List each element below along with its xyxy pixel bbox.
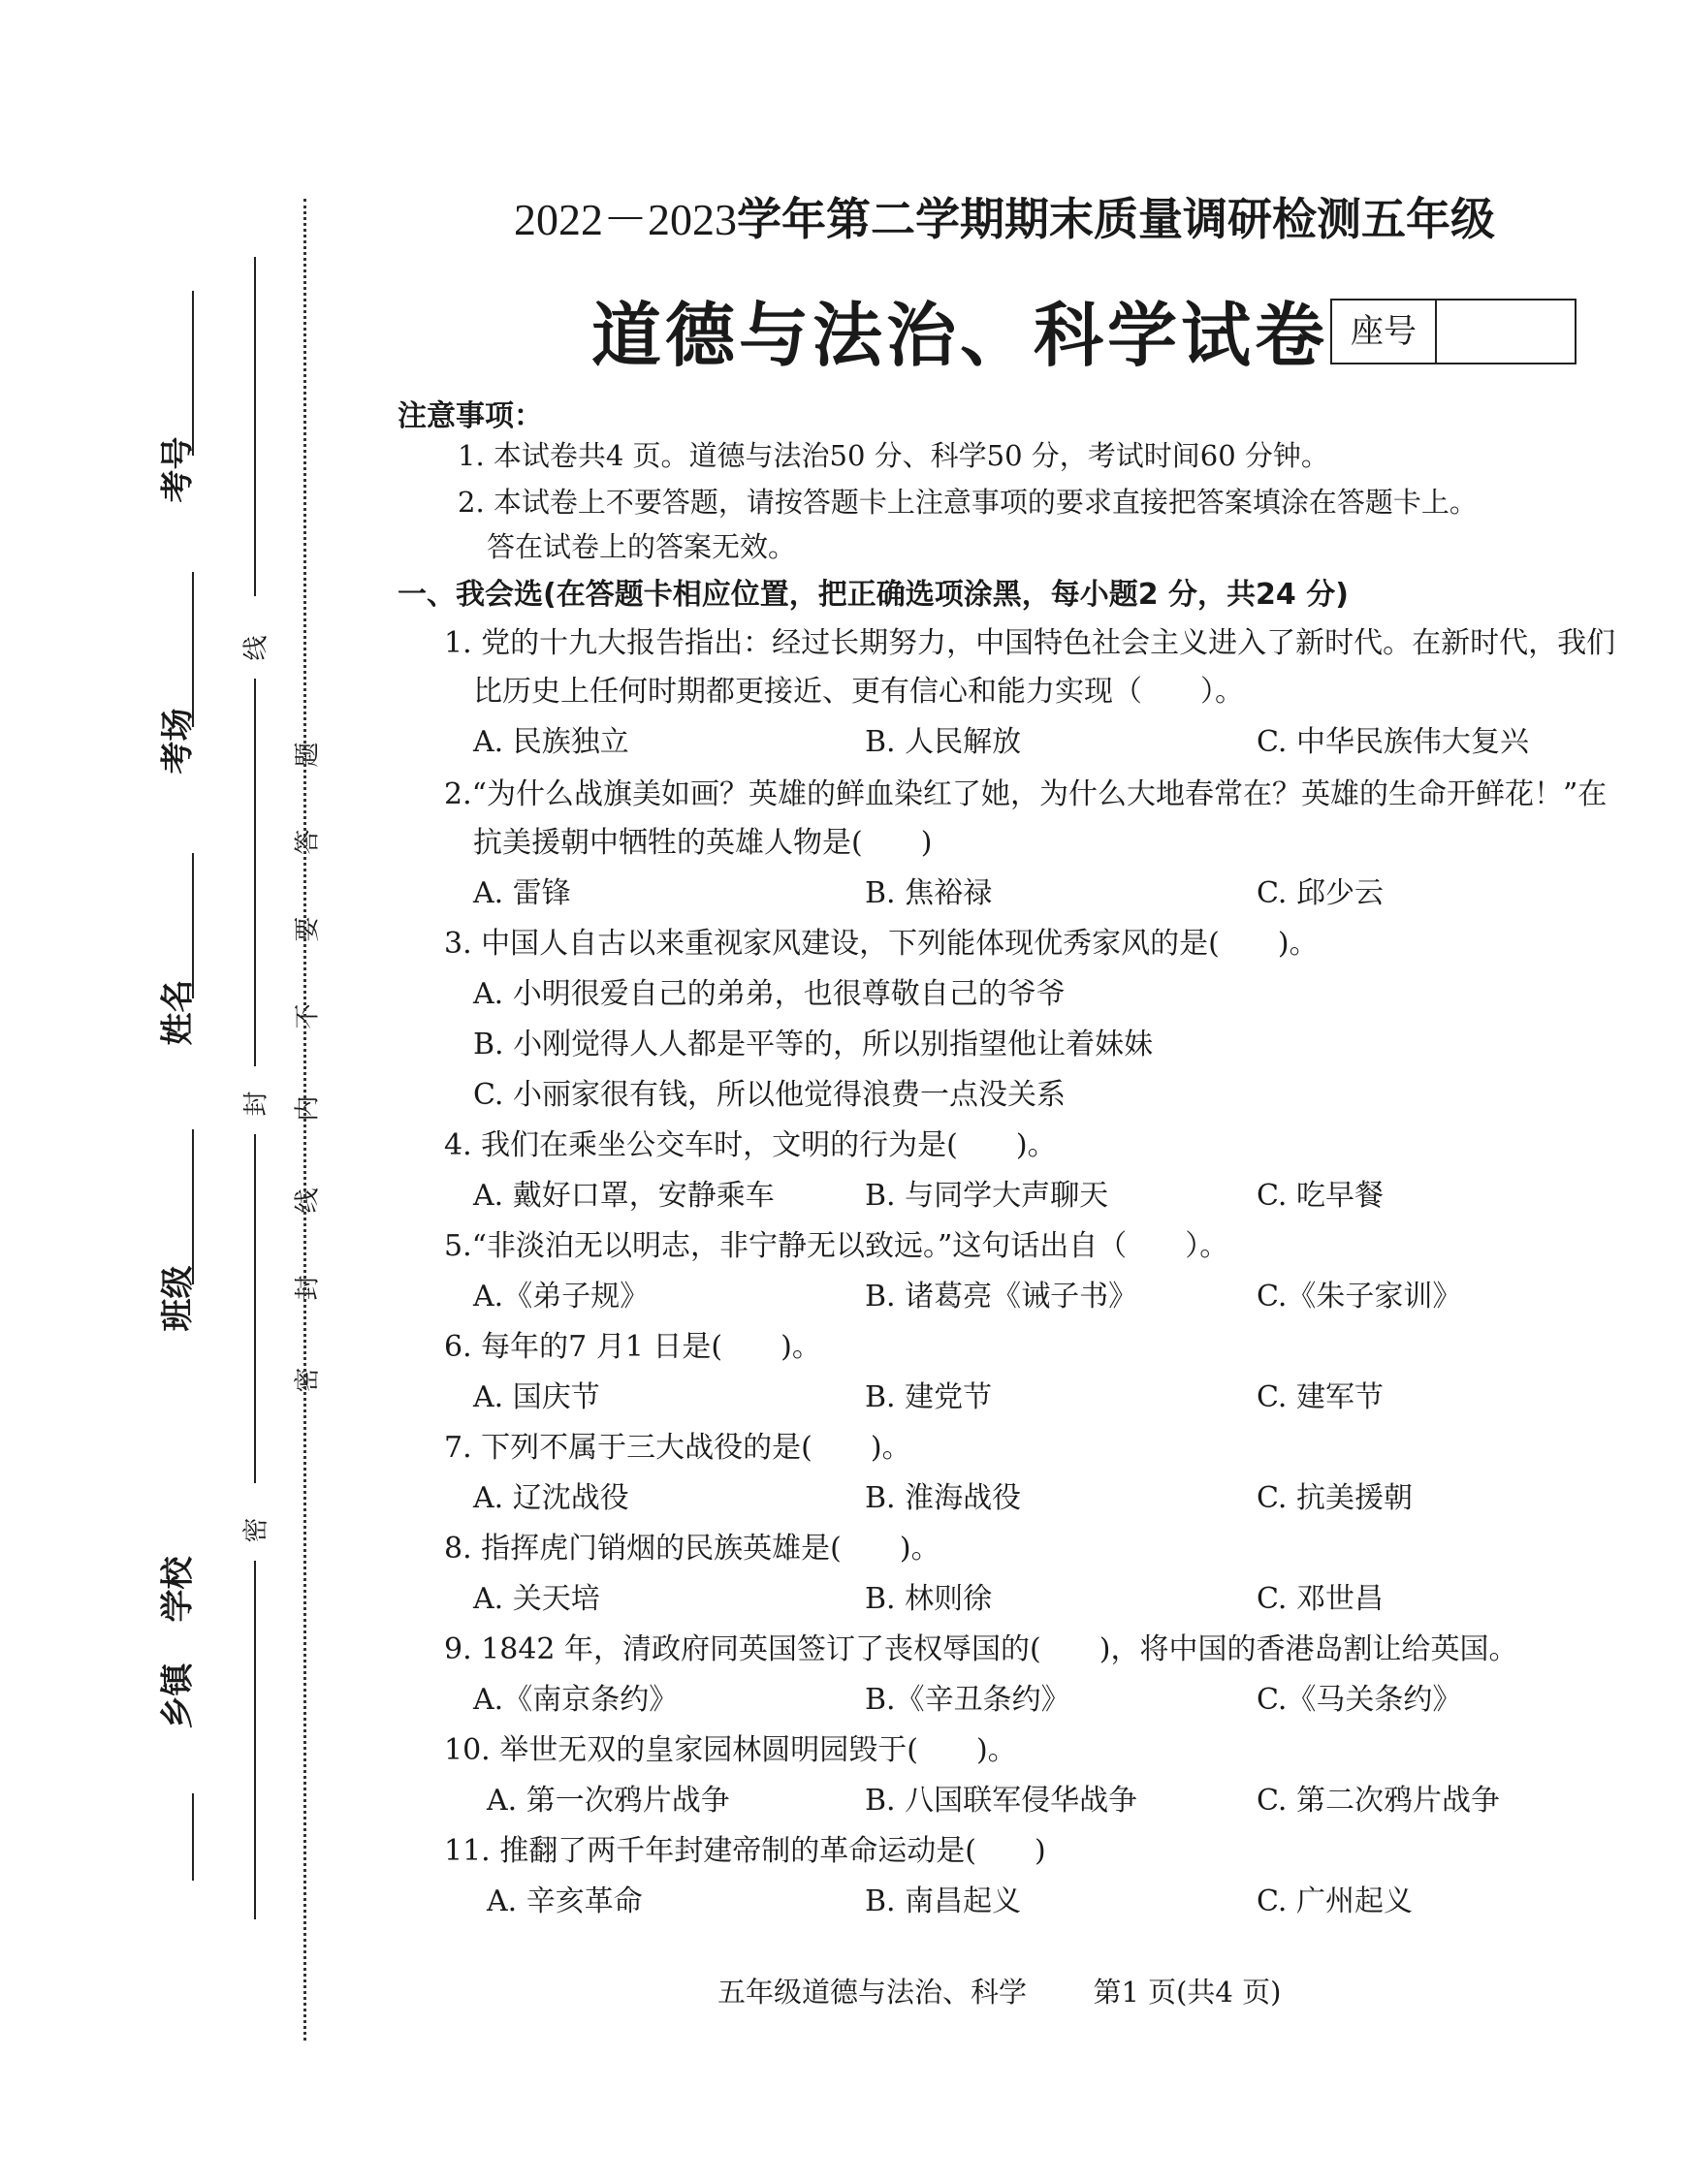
question-stem: 5.“非淡泊无以明志，非宁静无以致远。”这句话出自（ ）。: [444, 1229, 1229, 1263]
question-stem: 4. 我们在乘坐公交车时，文明的行为是( )。: [444, 1128, 1057, 1162]
seat-number-field[interactable]: [1437, 301, 1575, 363]
class-fill-line: [192, 1129, 194, 1284]
option-b: B. 小刚觉得人人都是平等的，所以别指望他让着妹妹: [473, 1028, 1154, 1061]
seat-number-box: [1330, 299, 1577, 364]
field-town-label: 乡镇: [158, 1662, 198, 1729]
school-fill-line: [192, 1793, 194, 1881]
option-b: B. 建党节: [865, 1380, 993, 1414]
option-c: C. 邱少云: [1257, 876, 1384, 910]
option-a: A. 辽沈战役: [473, 1481, 629, 1515]
option-c: C. 广州起义: [1257, 1884, 1413, 1918]
option-c: C. 小丽家很有钱，所以他觉得浪费一点没关系: [473, 1078, 1066, 1112]
option-c: C. 吃早餐: [1257, 1179, 1384, 1213]
option-a: A. 国庆节: [473, 1380, 600, 1414]
option-b: B. 人民解放: [865, 725, 1022, 759]
footer-subject: 五年级道德与法治、科学: [717, 1976, 1028, 2009]
question-stem: 2.“为什么战旗美如画？英雄的鲜血染红了她，为什么大地春常在？英雄的生命开鲜花！”在: [444, 777, 1608, 811]
binding-margin: [0, 0, 323, 2184]
warning-char: 密: [293, 1367, 323, 1393]
question-stem-cont: 抗美援朝中牺牲的英雄人物是( ): [473, 826, 933, 860]
option-c: C. 第二次鸦片战争: [1257, 1784, 1500, 1818]
field-school-label: 学校: [158, 1556, 198, 1623]
question-stem: 1. 党的十九大报告指出：经过长期努力，中国特色社会主义进入了新时代。在新时代，我们: [444, 626, 1616, 660]
warning-char: 题: [293, 742, 323, 768]
question-stem: 7. 下列不属于三大战役的是( )。: [444, 1431, 911, 1465]
option-b: B. 诸葛亮《诫子书》: [865, 1280, 1138, 1314]
option-c: C. 建军节: [1257, 1380, 1384, 1414]
section-heading: 一、我会选(在答题卡相应位置，把正确选项涂黑，每小题2 分，共24 分): [398, 578, 1349, 612]
question-stem: 8. 指挥虎门销烟的民族英雄是( )。: [444, 1532, 940, 1566]
option-c: C. 中华民族伟大复兴: [1257, 725, 1529, 759]
option-c: C. 邓世昌: [1257, 1582, 1384, 1616]
warning-char: 封: [293, 1275, 323, 1301]
question-stem-cont: 比历史上任何时期都更接近、更有信心和能力实现（ ）。: [473, 675, 1244, 709]
note-item: 答在试卷上的答案无效。: [487, 530, 797, 563]
seat-number-label: 座号: [1332, 301, 1437, 363]
option-a: A. 民族独立: [473, 725, 629, 759]
option-b: B. 八国联军侵华战争: [865, 1784, 1138, 1818]
field-class-label: 班级: [158, 1265, 198, 1332]
seal-line-bottom: [254, 1561, 256, 1919]
option-b: B. 南昌起义: [865, 1884, 1022, 1918]
option-b: B. 淮海战役: [865, 1481, 1022, 1515]
warning-char: 线: [293, 1187, 323, 1214]
title-rest: 学年第二学期期末质量调研检测五年级: [737, 193, 1495, 245]
field-exam-room-label: 考场: [158, 708, 198, 775]
warning-char: 内: [293, 1095, 323, 1122]
note-item: 1. 本试卷共4 页。道德与法治50 分、科学50 分，考试时间60 分钟。: [458, 439, 1329, 472]
warning-char: 要: [293, 916, 323, 942]
option-a: A.《弟子规》: [473, 1280, 650, 1314]
question-stem: 11. 推翻了两千年封建帝制的革命运动是( ): [444, 1834, 1046, 1868]
option-a: A. 辛亥革命: [487, 1884, 643, 1918]
name-fill-line: [192, 853, 194, 998]
option-a: A. 关天培: [473, 1582, 600, 1616]
exam-number-fill-line: [192, 291, 194, 456]
exam-subtitle: 道德与法治、科学试卷: [591, 294, 1329, 376]
seal-char-xian: 线: [241, 635, 271, 661]
option-b: B. 与同学大声聊天: [865, 1179, 1109, 1213]
option-a: A. 戴好口罩，安静乘车: [473, 1179, 775, 1213]
question-stem: 6. 每年的7 月1 日是( )。: [444, 1330, 821, 1364]
field-name-label: 姓名: [158, 979, 198, 1046]
option-b: B.《辛丑条约》: [865, 1683, 1070, 1717]
option-c: C. 抗美援朝: [1257, 1481, 1413, 1515]
question-stem: 9. 1842 年，清政府同英国签订了丧权辱国的( )，将中国的香港岛割让给英国。: [444, 1632, 1518, 1666]
exam-title: [514, 184, 1495, 248]
seal-char-mi: 密: [241, 1517, 271, 1543]
option-c: C.《马关条约》: [1257, 1683, 1462, 1717]
warning-char: 不: [293, 1003, 323, 1029]
page-footer: [717, 1971, 1281, 2010]
option-a: A. 第一次鸦片战争: [487, 1784, 730, 1818]
option-a: A. 雷锋: [473, 876, 571, 910]
dotted-cut-line: [303, 199, 306, 2041]
seal-line-mid: [254, 679, 256, 1066]
title-years: 2022－2023: [514, 195, 737, 244]
exam-room-fill-line: [192, 572, 194, 727]
question-stem: 3. 中国人自古以来重视家风建设，下列能体现优秀家风的是( )。: [444, 927, 1319, 961]
seal-line-top: [254, 257, 256, 596]
field-exam-number-label: 考号: [158, 436, 198, 503]
option-a: A. 小明很爱自己的弟弟，也很尊敬自己的爷爷: [473, 977, 1066, 1011]
seal-char-feng: 封: [241, 1091, 271, 1117]
footer-page-number: 第1 页(共4 页): [1093, 1976, 1282, 2009]
seal-line-lower: [254, 1134, 256, 1483]
option-c: C.《朱子家训》: [1257, 1280, 1462, 1314]
note-item: 2. 本试卷上不要答题，请按答题卡上注意事项的要求直接把答案填涂在答题卡上。: [458, 486, 1478, 519]
option-a: A.《南京条约》: [473, 1683, 679, 1717]
question-stem: 10. 举世无双的皇家园林圆明园毁于( )。: [444, 1733, 1017, 1767]
option-b: B. 林则徐: [865, 1582, 993, 1616]
warning-char: 答: [293, 829, 323, 855]
option-b: B. 焦裕禄: [865, 876, 993, 910]
notes-heading: 注意事项：: [398, 399, 543, 433]
